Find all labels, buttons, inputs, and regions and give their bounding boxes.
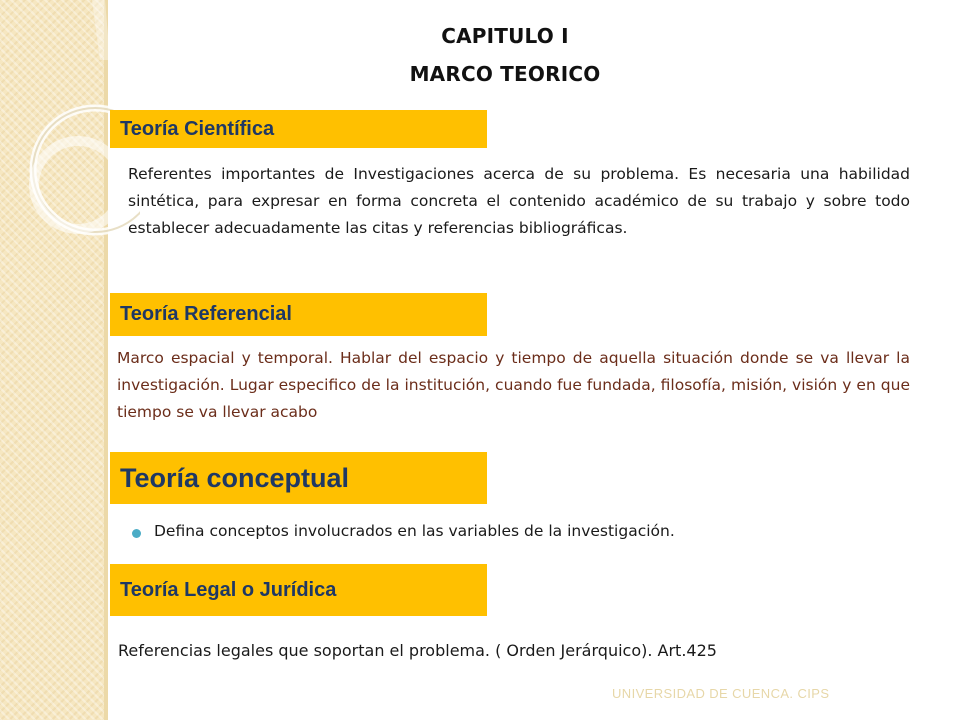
bullet-item-teoria-conceptual: Defina conceptos involucrados en las variables de la investigación. — [154, 522, 675, 540]
paragraph-teoria-referencial: Marco espacial y temporal. Hablar del espacio y tiempo de aquella situación donde se va llevar la investigación. Lugar especifico de la institución, cuando fue fundada, filosofía, misión, visión y en que tiempo se va llevar acabo — [117, 349, 910, 421]
bullet-icon — [132, 529, 141, 538]
paragraph-teoria-cientifica: Referentes importantes de Investigaciones acerca de su problema. Es necesaria una habilidad sintética, para expresar en forma concreta el contenido académico de su trabajo y sobre todo establecer adecuadamente las citas y referencias bibliográficas. — [128, 165, 910, 237]
section-title: MARCO TEORICO — [409, 62, 601, 86]
footer-text: UNIVERSIDAD DE CUENCA. CIPS — [612, 686, 830, 701]
heading-teoria-cientifica: Teoría Científica — [110, 110, 487, 148]
heading-teoria-referencial: Teoría Referencial — [110, 293, 487, 336]
chapter-title: CAPITULO I — [441, 24, 569, 48]
heading-teoria-legal: Teoría Legal o Jurídica — [110, 564, 487, 616]
heading-teoria-conceptual: Teoría conceptual — [110, 452, 487, 504]
paragraph-teoria-legal: Referencias legales que soportan el problema. ( Orden Jerárquico). Art.425 — [118, 641, 717, 660]
